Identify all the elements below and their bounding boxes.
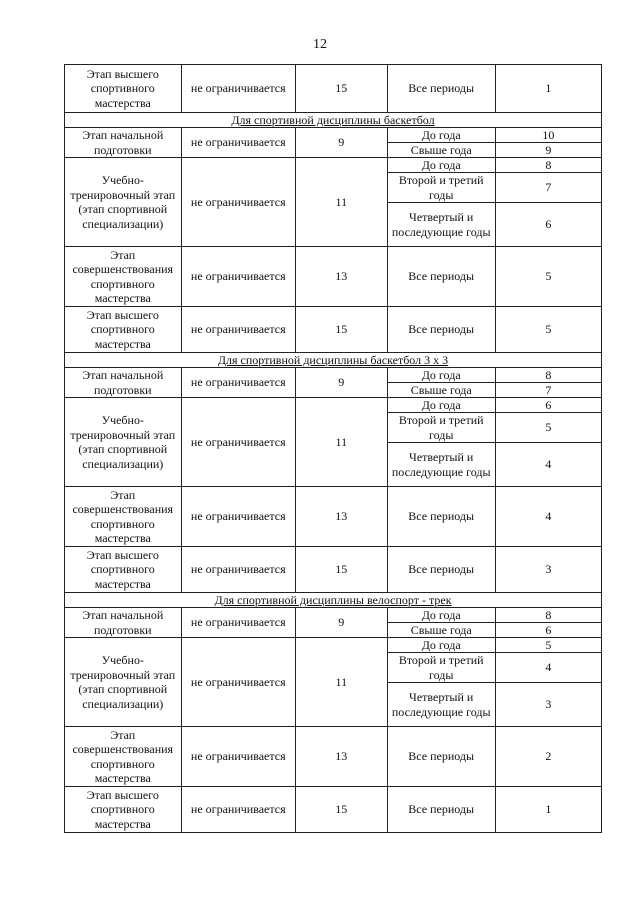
period-cell: Четвертый и последующие годы <box>387 683 495 727</box>
page-number: 12 <box>313 37 327 52</box>
table-row <box>65 247 602 307</box>
section-row <box>65 353 602 368</box>
age-cell: не ограничивается <box>181 727 295 787</box>
min-age-cell: 9 <box>296 368 388 398</box>
table-row <box>65 638 602 653</box>
period-cell: До года <box>387 608 495 623</box>
count-cell: 3 <box>495 547 601 593</box>
count-cell: 3 <box>495 683 601 727</box>
stage-cell: Этап начальной подготовки <box>65 128 182 158</box>
count-cell: 5 <box>495 307 601 353</box>
stage-cell: Учебно-тренировочный этап (этап спортивной специализации) <box>65 638 182 727</box>
table-row <box>65 547 602 593</box>
age-cell: не ограничивается <box>181 158 295 247</box>
period-cell: Второй и третий годы <box>387 173 495 203</box>
count-cell: 2 <box>495 727 601 787</box>
period-cell: Все периоды <box>387 787 495 833</box>
table-row <box>65 65 602 113</box>
stage-cell: Этап начальной подготовки <box>65 368 182 398</box>
count-cell: 9 <box>495 143 601 158</box>
period-cell: До года <box>387 128 495 143</box>
period-cell: До года <box>387 158 495 173</box>
period-cell: Все периоды <box>387 487 495 547</box>
period-cell: До года <box>387 638 495 653</box>
count-cell: 10 <box>495 128 601 143</box>
period-cell: Все периоды <box>387 307 495 353</box>
age-cell: не ограничивается <box>181 128 295 158</box>
period-cell: Все периоды <box>387 547 495 593</box>
stage-cell: Этап совершенствования спортивного мастерства <box>65 727 182 787</box>
stage-cell: Этап совершенствования спортивного мастерства <box>65 247 182 307</box>
age-cell: не ограничивается <box>181 307 295 353</box>
table-row <box>65 307 602 353</box>
count-cell: 8 <box>495 368 601 383</box>
count-cell: 6 <box>495 623 601 638</box>
count-cell: 7 <box>495 173 601 203</box>
section-title: Для спортивной дисциплины баскетбол 3 х 3 <box>65 353 602 368</box>
age-cell: не ограничивается <box>181 547 295 593</box>
count-cell: 5 <box>495 413 601 443</box>
section-row <box>65 113 602 128</box>
age-cell: не ограничивается <box>181 65 295 113</box>
period-cell: До года <box>387 368 495 383</box>
section-title: Для спортивной дисциплины баскетбол <box>65 113 602 128</box>
stage-cell: Учебно-тренировочный этап (этап спортивной специализации) <box>65 158 182 247</box>
period-cell: Все периоды <box>387 247 495 307</box>
min-age-cell: 13 <box>296 247 388 307</box>
count-cell: 4 <box>495 487 601 547</box>
period-cell: Второй и третий годы <box>387 413 495 443</box>
count-cell: 1 <box>495 787 601 833</box>
period-cell: Свыше года <box>387 623 495 638</box>
table-row <box>65 608 602 623</box>
count-cell: 6 <box>495 398 601 413</box>
min-age-cell: 15 <box>296 65 388 113</box>
table-row <box>65 398 602 413</box>
age-cell: не ограничивается <box>181 608 295 638</box>
table-row <box>65 787 602 833</box>
age-cell: не ограничивается <box>181 398 295 487</box>
table-row <box>65 128 602 143</box>
age-cell: не ограничивается <box>181 368 295 398</box>
age-cell: не ограничивается <box>181 247 295 307</box>
stage-cell: Учебно-тренировочный этап (этап спортивной специализации) <box>65 398 182 487</box>
period-cell: До года <box>387 398 495 413</box>
min-age-cell: 11 <box>296 638 388 727</box>
period-cell: Четвертый и последующие годы <box>387 443 495 487</box>
min-age-cell: 11 <box>296 398 388 487</box>
period-cell: Все периоды <box>387 65 495 113</box>
count-cell: 5 <box>495 247 601 307</box>
age-cell: не ограничивается <box>181 487 295 547</box>
count-cell: 8 <box>495 608 601 623</box>
count-cell: 4 <box>495 443 601 487</box>
min-age-cell: 9 <box>296 128 388 158</box>
period-cell: Второй и третий годы <box>387 653 495 683</box>
min-age-cell: 9 <box>296 608 388 638</box>
age-cell: не ограничивается <box>181 638 295 727</box>
min-age-cell: 13 <box>296 727 388 787</box>
table-row <box>65 158 602 173</box>
requirements-table <box>64 64 602 833</box>
table-row <box>65 727 602 787</box>
count-cell: 5 <box>495 638 601 653</box>
min-age-cell: 11 <box>296 158 388 247</box>
stage-cell: Этап начальной подготовки <box>65 608 182 638</box>
section-title: Для спортивной дисциплины велоспорт - трек <box>65 593 602 608</box>
stage-cell: Этап высшего спортивного мастерства <box>65 65 182 113</box>
period-cell: Свыше года <box>387 383 495 398</box>
count-cell: 7 <box>495 383 601 398</box>
stage-cell: Этап высшего спортивного мастерства <box>65 547 182 593</box>
stage-cell: Этап высшего спортивного мастерства <box>65 787 182 833</box>
period-cell: Все периоды <box>387 727 495 787</box>
min-age-cell: 15 <box>296 547 388 593</box>
period-cell: Четвертый и последующие годы <box>387 203 495 247</box>
stage-cell: Этап совершенствования спортивного мастерства <box>65 487 182 547</box>
age-cell: не ограничивается <box>181 787 295 833</box>
min-age-cell: 15 <box>296 307 388 353</box>
min-age-cell: 13 <box>296 487 388 547</box>
count-cell: 8 <box>495 158 601 173</box>
table-row <box>65 368 602 383</box>
table-row <box>65 487 602 547</box>
stage-cell: Этап высшего спортивного мастерства <box>65 307 182 353</box>
section-row <box>65 593 602 608</box>
period-cell: Свыше года <box>387 143 495 158</box>
count-cell: 1 <box>495 65 601 113</box>
count-cell: 4 <box>495 653 601 683</box>
min-age-cell: 15 <box>296 787 388 833</box>
count-cell: 6 <box>495 203 601 247</box>
